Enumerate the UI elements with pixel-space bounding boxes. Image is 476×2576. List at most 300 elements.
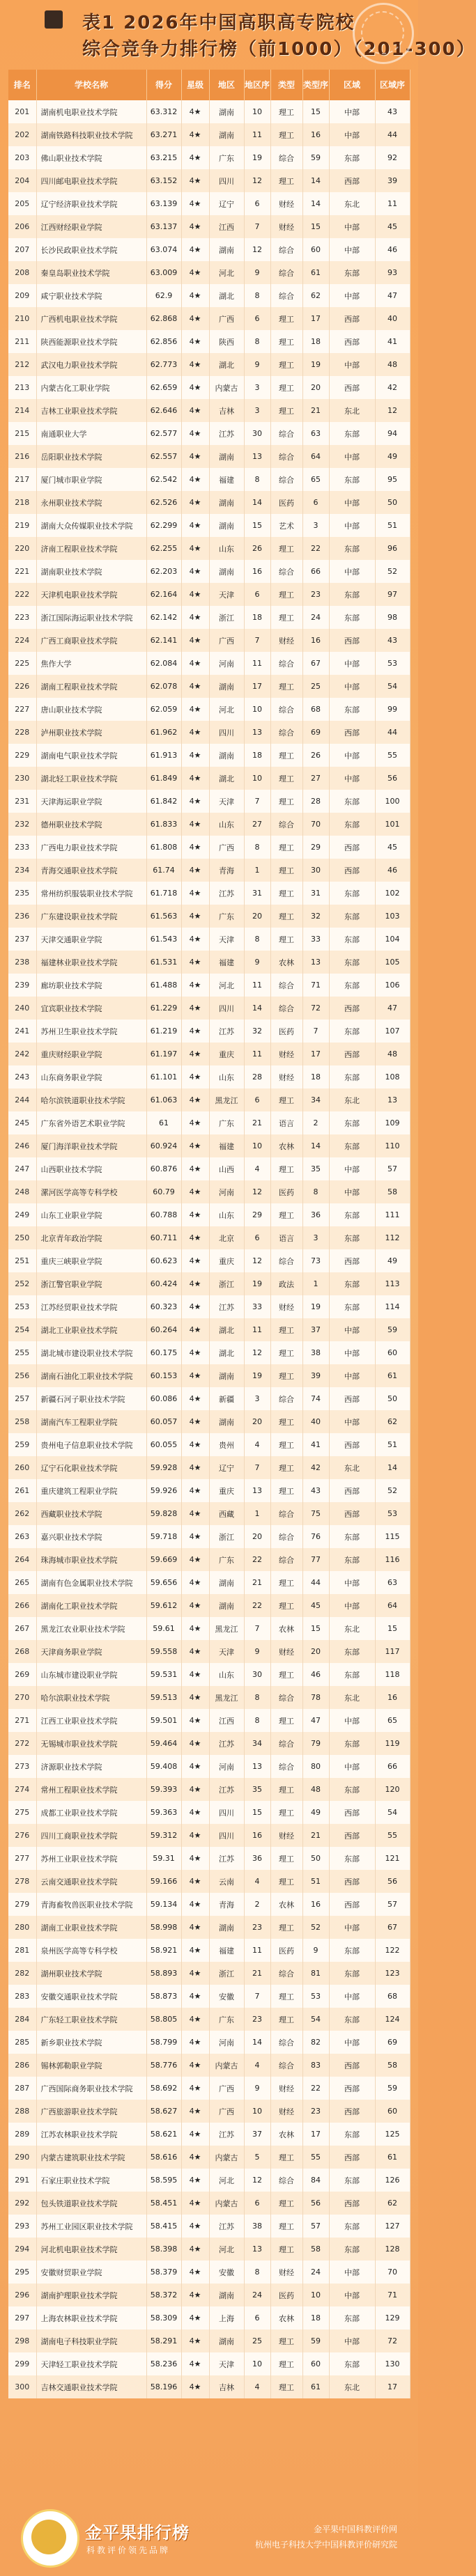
cell-region-rank: 11 <box>244 1043 270 1065</box>
table-row <box>8 560 410 583</box>
cell-area: 东部 <box>329 2306 375 2329</box>
cell-type: 财经 <box>270 1043 302 1065</box>
cell-area-rank: 50 <box>375 491 410 514</box>
cell-type: 医药 <box>270 1180 302 1203</box>
cell-region-rank: 9 <box>244 1640 270 1663</box>
cell-area-rank: 44 <box>375 123 410 146</box>
cell-area-rank: 119 <box>375 1732 410 1755</box>
cell-stars: 4★ <box>181 1525 209 1548</box>
cell-type-rank: 38 <box>302 1341 329 1364</box>
table-row <box>8 468 410 491</box>
table-row <box>8 1709 410 1732</box>
cell-type: 理工 <box>270 2146 302 2169</box>
cell-stars: 4★ <box>181 1180 209 1203</box>
cell-rank: 242 <box>8 1043 36 1065</box>
cell-type: 医药 <box>270 1020 302 1043</box>
cell-area-rank: 45 <box>375 215 410 238</box>
brand-logo-icon <box>21 2509 79 2568</box>
cell-score: 60.623 <box>146 1249 181 1272</box>
cell-stars: 4★ <box>181 1410 209 1433</box>
cell-region-rank: 8 <box>244 468 270 491</box>
cell-stars: 4★ <box>181 100 209 123</box>
table-row <box>8 1617 410 1640</box>
cell-type: 财经 <box>270 2077 302 2100</box>
cell-rank: 239 <box>8 974 36 997</box>
cell-region: 江苏 <box>209 1295 244 1318</box>
cell-stars: 4★ <box>181 2054 209 2077</box>
cell-rank: 295 <box>8 2261 36 2284</box>
cell-area-rank: 45 <box>375 836 410 859</box>
cell-type: 理工 <box>270 1778 302 1801</box>
cell-region-rank: 15 <box>244 514 270 537</box>
cell-region-rank: 9 <box>244 951 270 974</box>
table-row <box>8 100 410 123</box>
cell-score: 58.309 <box>146 2306 181 2329</box>
cell-type: 理工 <box>270 1479 302 1502</box>
cell-area: 西部 <box>329 1824 375 1847</box>
cell-rank: 267 <box>8 1617 36 1640</box>
cell-area-rank: 114 <box>375 1295 410 1318</box>
cell-area: 东部 <box>329 1640 375 1663</box>
cell-region: 湖南 <box>209 2329 244 2352</box>
cell-area-rank: 68 <box>375 1985 410 2008</box>
cell-area: 东部 <box>329 813 375 836</box>
cell-score: 62.299 <box>146 514 181 537</box>
cell-region-rank: 7 <box>244 629 270 652</box>
cell-rank: 215 <box>8 422 36 445</box>
cell-score: 62.164 <box>146 583 181 606</box>
cell-stars: 4★ <box>181 928 209 951</box>
table-row <box>8 836 410 859</box>
cell-region: 北京 <box>209 1226 244 1249</box>
column-header-region: 地区 <box>209 70 244 100</box>
table-row <box>8 583 410 606</box>
cell-school-name: 西藏职业技术学院 <box>36 1502 146 1525</box>
cell-rank: 233 <box>8 836 36 859</box>
cell-type-rank: 81 <box>302 1962 329 1985</box>
cell-score: 61.913 <box>146 744 181 767</box>
cell-area: 东部 <box>329 2169 375 2192</box>
cell-school-name: 湖南工业职业技术学院 <box>36 1916 146 1939</box>
cell-type: 理工 <box>270 169 302 192</box>
cell-region: 青海 <box>209 1893 244 1916</box>
cell-stars: 4★ <box>181 1594 209 1617</box>
cell-region-rank: 30 <box>244 1663 270 1686</box>
cell-region: 四川 <box>209 1824 244 1847</box>
cell-area-rank: 102 <box>375 882 410 905</box>
cell-region: 内蒙古 <box>209 376 244 399</box>
cell-score: 59.928 <box>146 1456 181 1479</box>
cell-area: 西部 <box>329 1502 375 1525</box>
cell-stars: 4★ <box>181 1318 209 1341</box>
cell-region: 山东 <box>209 1065 244 1088</box>
cell-area-rank: 69 <box>375 2031 410 2054</box>
cell-type: 综合 <box>270 445 302 468</box>
cell-rank: 291 <box>8 2169 36 2192</box>
cell-stars: 4★ <box>181 307 209 330</box>
cell-stars: 4★ <box>181 698 209 721</box>
cell-school-name: 山东商务职业学院 <box>36 1065 146 1088</box>
table-row <box>8 2192 410 2215</box>
cell-region: 河北 <box>209 974 244 997</box>
cell-area-rank: 59 <box>375 2077 410 2100</box>
cell-school-name: 浙江警官职业学院 <box>36 1272 146 1295</box>
cell-region: 天津 <box>209 1640 244 1663</box>
cell-stars: 4★ <box>181 422 209 445</box>
cell-region-rank: 11 <box>244 1939 270 1962</box>
cell-region-rank: 6 <box>244 1226 270 1249</box>
cell-school-name: 安徽财贸职业学院 <box>36 2261 146 2284</box>
cell-area: 西部 <box>329 2192 375 2215</box>
table-row <box>8 1364 410 1387</box>
cell-type: 医药 <box>270 491 302 514</box>
cell-score: 61.74 <box>146 859 181 882</box>
cell-region-rank: 29 <box>244 1203 270 1226</box>
cell-stars: 4★ <box>181 1778 209 1801</box>
cell-type-rank: 18 <box>302 330 329 353</box>
cell-school-name: 湖南电气职业技术学院 <box>36 744 146 767</box>
cell-score: 59.134 <box>146 1893 181 1916</box>
table-row <box>8 1686 410 1709</box>
cell-region-rank: 12 <box>244 2169 270 2192</box>
cell-rank: 224 <box>8 629 36 652</box>
table-row <box>8 882 410 905</box>
cell-region-rank: 2 <box>244 1893 270 1916</box>
cell-area-rank: 126 <box>375 2169 410 2192</box>
cell-area-rank: 124 <box>375 2008 410 2031</box>
cell-type: 理工 <box>270 675 302 698</box>
cell-type-rank: 59 <box>302 2329 329 2352</box>
cell-area-rank: 51 <box>375 1433 410 1456</box>
cell-type-rank: 32 <box>302 905 329 928</box>
cell-area: 东部 <box>329 1732 375 1755</box>
cell-type: 综合 <box>270 2031 302 2054</box>
cell-school-name: 无锡城市职业技术学院 <box>36 1732 146 1755</box>
cell-rank: 258 <box>8 1410 36 1433</box>
cell-region: 浙江 <box>209 1525 244 1548</box>
cell-rank: 254 <box>8 1318 36 1341</box>
cell-area: 中部 <box>329 2261 375 2284</box>
cell-stars: 4★ <box>181 2329 209 2352</box>
cell-type-rank: 14 <box>302 1134 329 1157</box>
cell-school-name: 厦门城市职业学院 <box>36 468 146 491</box>
cell-region-rank: 10 <box>244 698 270 721</box>
cell-type: 理工 <box>270 882 302 905</box>
cell-school-name: 广西旅游职业技术学院 <box>36 2100 146 2123</box>
table-row <box>8 1410 410 1433</box>
cell-region: 湖南 <box>209 744 244 767</box>
table-row <box>8 1962 410 1985</box>
cell-region: 河南 <box>209 1180 244 1203</box>
cell-rank: 207 <box>8 238 36 261</box>
cell-region: 天津 <box>209 790 244 813</box>
cell-score: 63.074 <box>146 238 181 261</box>
cell-school-name: 天津商务职业学院 <box>36 1640 146 1663</box>
cell-area: 中部 <box>329 1709 375 1732</box>
cell-type-rank: 3 <box>302 514 329 537</box>
cell-region: 江苏 <box>209 1020 244 1043</box>
cell-area: 东北 <box>329 399 375 422</box>
table-row <box>8 744 410 767</box>
cell-score: 58.627 <box>146 2100 181 2123</box>
cell-score: 61.101 <box>146 1065 181 1088</box>
cell-area: 西部 <box>329 836 375 859</box>
cell-area: 东部 <box>329 1134 375 1157</box>
cell-area-rank: 42 <box>375 376 410 399</box>
cell-type: 综合 <box>270 422 302 445</box>
cell-type: 综合 <box>270 652 302 675</box>
cell-type-rank: 45 <box>302 1594 329 1617</box>
cell-rank: 250 <box>8 1226 36 1249</box>
cell-rank: 268 <box>8 1640 36 1663</box>
cell-region-rank: 20 <box>244 905 270 928</box>
table-row <box>8 2215 410 2238</box>
table-row <box>8 721 410 744</box>
cell-school-name: 天津交通职业学院 <box>36 928 146 951</box>
cell-rank: 293 <box>8 2215 36 2238</box>
cell-area-rank: 64 <box>375 1594 410 1617</box>
cell-region: 湖南 <box>209 2284 244 2306</box>
cell-score: 63.009 <box>146 261 181 284</box>
column-header-area: 区域 <box>329 70 375 100</box>
cell-school-name: 廊坊职业技术学院 <box>36 974 146 997</box>
cell-score: 62.203 <box>146 560 181 583</box>
cell-score: 59.531 <box>146 1663 181 1686</box>
cell-stars: 4★ <box>181 1020 209 1043</box>
cell-type: 综合 <box>270 721 302 744</box>
cell-area-rank: 46 <box>375 238 410 261</box>
cell-area: 东部 <box>329 974 375 997</box>
cell-score: 60.424 <box>146 1272 181 1295</box>
cell-rank: 262 <box>8 1502 36 1525</box>
cell-rank: 276 <box>8 1824 36 1847</box>
cell-area-rank: 99 <box>375 698 410 721</box>
table-row <box>8 2054 410 2077</box>
cell-rank: 257 <box>8 1387 36 1410</box>
cell-area-rank: 55 <box>375 1824 410 1847</box>
cell-stars: 4★ <box>181 1548 209 1571</box>
cell-school-name: 嘉兴职业技术学院 <box>36 1525 146 1548</box>
cell-score: 58.398 <box>146 2238 181 2261</box>
cell-type-rank: 24 <box>302 606 329 629</box>
cell-stars: 4★ <box>181 1755 209 1778</box>
cell-stars: 4★ <box>181 238 209 261</box>
cell-region-rank: 6 <box>244 583 270 606</box>
cell-region: 湖北 <box>209 353 244 376</box>
cell-region: 四川 <box>209 1801 244 1824</box>
cell-school-name: 湖南工程职业技术学院 <box>36 675 146 698</box>
cell-region-rank: 6 <box>244 307 270 330</box>
table-row <box>8 123 410 146</box>
cell-rank: 231 <box>8 790 36 813</box>
cell-region-rank: 10 <box>244 767 270 790</box>
cell-region-rank: 28 <box>244 1065 270 1088</box>
cell-region-rank: 32 <box>244 1020 270 1043</box>
cell-region: 贵州 <box>209 1433 244 1456</box>
cell-stars: 4★ <box>181 652 209 675</box>
cell-area-rank: 17 <box>375 2375 410 2398</box>
cell-region: 四川 <box>209 997 244 1020</box>
cell-region-rank: 21 <box>244 1571 270 1594</box>
cell-school-name: 厦门海洋职业技术学院 <box>36 1134 146 1157</box>
table-row <box>8 1065 410 1088</box>
cell-stars: 4★ <box>181 1088 209 1111</box>
table-row <box>8 1134 410 1157</box>
table-row <box>8 537 410 560</box>
cell-area-rank: 113 <box>375 1272 410 1295</box>
cell-type-rank: 33 <box>302 928 329 951</box>
cell-rank: 216 <box>8 445 36 468</box>
cell-type-rank: 15 <box>302 215 329 238</box>
table-row <box>8 261 410 284</box>
cell-score: 63.271 <box>146 123 181 146</box>
cell-region-rank: 38 <box>244 2215 270 2238</box>
cell-score: 61.718 <box>146 882 181 905</box>
cell-area-rank: 39 <box>375 169 410 192</box>
cell-school-name: 上海农林职业技术学院 <box>36 2306 146 2329</box>
cell-school-name: 新疆石河子职业技术学院 <box>36 1387 146 1410</box>
cell-region-rank: 8 <box>244 2261 270 2284</box>
cell-type-rank: 52 <box>302 1916 329 1939</box>
cell-stars: 4★ <box>181 2008 209 2031</box>
cell-rank: 279 <box>8 1893 36 1916</box>
cell-area-rank: 55 <box>375 744 410 767</box>
cell-stars: 4★ <box>181 836 209 859</box>
cell-rank: 237 <box>8 928 36 951</box>
cell-area: 中部 <box>329 1985 375 2008</box>
cell-region: 广东 <box>209 146 244 169</box>
cell-stars: 4★ <box>181 2146 209 2169</box>
cell-area-rank: 97 <box>375 583 410 606</box>
cell-type-rank: 30 <box>302 859 329 882</box>
cell-rank: 223 <box>8 606 36 629</box>
cell-area-rank: 130 <box>375 2352 410 2375</box>
table-row <box>8 629 410 652</box>
cell-score: 61.563 <box>146 905 181 928</box>
cell-region-rank: 20 <box>244 1410 270 1433</box>
cell-area-rank: 58 <box>375 2054 410 2077</box>
cell-area: 中部 <box>329 652 375 675</box>
cell-area: 东部 <box>329 468 375 491</box>
cell-type-rank: 41 <box>302 1433 329 1456</box>
cell-region: 山东 <box>209 1203 244 1226</box>
cell-stars: 4★ <box>181 376 209 399</box>
cell-region: 湖北 <box>209 284 244 307</box>
cell-area: 东部 <box>329 905 375 928</box>
cell-area-rank: 96 <box>375 537 410 560</box>
cell-rank: 248 <box>8 1180 36 1203</box>
cell-region-rank: 4 <box>244 2054 270 2077</box>
table-row <box>8 514 410 537</box>
cell-stars: 4★ <box>181 537 209 560</box>
cell-score: 61.833 <box>146 813 181 836</box>
cell-type-rank: 68 <box>302 698 329 721</box>
cell-rank: 260 <box>8 1456 36 1479</box>
cell-score: 59.31 <box>146 1847 181 1870</box>
cell-area-rank: 48 <box>375 1043 410 1065</box>
cell-type-rank: 7 <box>302 1020 329 1043</box>
table-row <box>8 2169 410 2192</box>
cell-score: 62.084 <box>146 652 181 675</box>
cell-type-rank: 80 <box>302 1755 329 1778</box>
cell-score: 62.646 <box>146 399 181 422</box>
cell-type-rank: 8 <box>302 1180 329 1203</box>
table-row <box>8 1939 410 1962</box>
cell-region: 吉林 <box>209 399 244 422</box>
cell-type: 综合 <box>270 813 302 836</box>
table-row <box>8 1594 410 1617</box>
cell-type-rank: 55 <box>302 2146 329 2169</box>
column-header-rank: 排名 <box>8 70 36 100</box>
cell-school-name: 石家庄职业技术学院 <box>36 2169 146 2192</box>
cell-region-rank: 8 <box>244 836 270 859</box>
cell-school-name: 武汉电力职业技术学院 <box>36 353 146 376</box>
cell-type: 财经 <box>270 2100 302 2123</box>
cell-type: 理工 <box>270 330 302 353</box>
table-row <box>8 146 410 169</box>
cell-region-rank: 12 <box>244 238 270 261</box>
cell-region: 湖南 <box>209 560 244 583</box>
cell-score: 60.788 <box>146 1203 181 1226</box>
table-header-row <box>8 70 410 100</box>
cell-school-name: 苏州工业园区职业技术学院 <box>36 2215 146 2238</box>
cell-type-rank: 74 <box>302 1387 329 1410</box>
cell-area-rank: 105 <box>375 951 410 974</box>
cell-school-name: 辽宁石化职业技术学院 <box>36 1456 146 1479</box>
cell-score: 59.363 <box>146 1801 181 1824</box>
cell-type-rank: 17 <box>302 307 329 330</box>
cell-school-name: 秦皇岛职业技术学院 <box>36 261 146 284</box>
cell-area-rank: 51 <box>375 514 410 537</box>
cell-type-rank: 71 <box>302 974 329 997</box>
cell-area-rank: 94 <box>375 422 410 445</box>
cell-rank: 228 <box>8 721 36 744</box>
cell-type-rank: 78 <box>302 1686 329 1709</box>
cell-rank: 290 <box>8 2146 36 2169</box>
cell-area: 东部 <box>329 1962 375 1985</box>
table-row <box>8 1525 410 1548</box>
cell-region-rank: 4 <box>244 1433 270 1456</box>
cell-rank: 220 <box>8 537 36 560</box>
cell-school-name: 济南工程职业技术学院 <box>36 537 146 560</box>
cell-region-rank: 3 <box>244 376 270 399</box>
cell-region-rank: 12 <box>244 1249 270 1272</box>
cell-area: 中部 <box>329 284 375 307</box>
cell-school-name: 山东城市建设职业学院 <box>36 1663 146 1686</box>
cell-region-rank: 36 <box>244 1847 270 1870</box>
cell-rank: 243 <box>8 1065 36 1088</box>
cell-type-rank: 19 <box>302 353 329 376</box>
cell-type-rank: 24 <box>302 2261 329 2284</box>
cell-type: 综合 <box>270 997 302 1020</box>
cell-type: 农林 <box>270 1134 302 1157</box>
cell-type-rank: 82 <box>302 2031 329 2054</box>
cell-area-rank: 48 <box>375 353 410 376</box>
cell-school-name: 漯河医学高等专科学校 <box>36 1180 146 1203</box>
cell-region-rank: 35 <box>244 1778 270 1801</box>
cell-stars: 4★ <box>181 974 209 997</box>
cell-region: 湖南 <box>209 1364 244 1387</box>
table-row <box>8 652 410 675</box>
cell-score: 58.873 <box>146 1985 181 2008</box>
cell-area-rank: 56 <box>375 1870 410 1893</box>
cell-stars: 4★ <box>181 1571 209 1594</box>
cell-stars: 4★ <box>181 744 209 767</box>
cell-score: 59.393 <box>146 1778 181 1801</box>
cell-school-name: 北京青年政治学院 <box>36 1226 146 1249</box>
cell-area: 东部 <box>329 882 375 905</box>
cell-area: 中部 <box>329 2031 375 2054</box>
